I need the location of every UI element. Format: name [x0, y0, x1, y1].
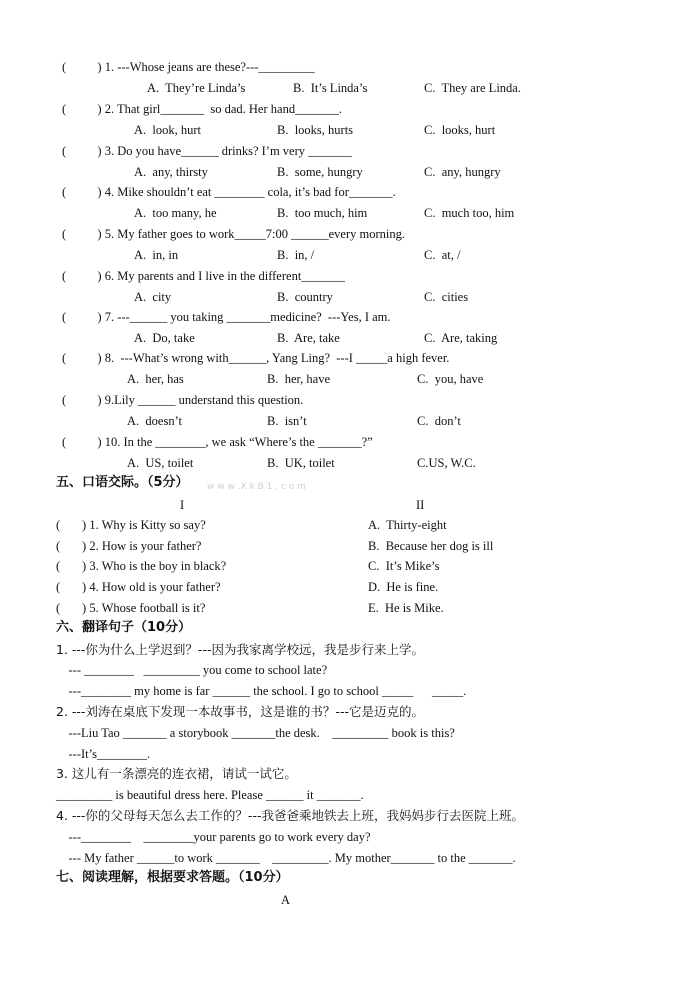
match-question-2: ( ) 2. How is your father?	[56, 538, 202, 553]
question-5-stem: ( ) 5. My father goes to work_____7:00 ______every morning.	[62, 227, 405, 241]
translation-answer-line: ---________ my home is far ______ the school. I go to school _____ _____.	[56, 684, 467, 698]
question-3-stem: ( ) 3. Do you have______ drinks? I’m very _______	[62, 144, 352, 158]
question-8-option-b: B. her, have	[267, 372, 331, 386]
question-3-option-b: B. some, hungry	[277, 165, 363, 179]
translation-answer-line: --- ________ _________ you come to school late?	[56, 663, 328, 677]
question-1-option-a: A. They’re Linda’s	[147, 81, 246, 95]
question-1-option-c: C. They are Linda.	[424, 81, 521, 95]
section-6-title: 六、翻译句子（10分）	[56, 620, 192, 635]
question-2-option-a: A. look, hurt	[134, 123, 202, 137]
section-5-title: 五、口语交际。（5分）	[56, 475, 189, 490]
question-2-stem: ( ) 2. That girl_______ so dad. Her hand_______.	[62, 102, 342, 116]
question-3-option-a: A. any, thirsty	[134, 165, 208, 179]
translation-prompt-2: 2. ---刘涛在桌底下发现一本故事书，这是谁的书？---它是迈克的。	[56, 704, 424, 719]
question-9-option-a: A. doesn’t	[127, 414, 182, 428]
question-7-stem: ( ) 7. ---______ you taking _______medicine? ---Yes, I am.	[62, 310, 391, 324]
question-5-option-b: B. in, /	[277, 248, 315, 262]
match-question-3: ( ) 3. Who is the boy in black?	[56, 559, 227, 574]
translation-answer-line: ---Liu Tao _______ a storybook _______the desk. _________ book is this?	[56, 726, 455, 740]
question-4-option-b: B. too much, him	[277, 206, 368, 220]
question-10-option-a: A. US, toilet	[127, 456, 194, 470]
question-8-option-a: A. her, has	[127, 372, 184, 386]
translation-answer-line: --- My father ______to work _______ _________. My mother_______ to the _______.	[56, 851, 516, 865]
question-7-option-a: A. Do, take	[134, 331, 195, 345]
question-5-option-c: C. at, /	[424, 248, 461, 262]
question-9-option-b: B. isn’t	[267, 414, 307, 428]
question-6-stem: ( ) 6. My parents and I live in the different_______	[62, 269, 346, 283]
passage-a-label: A	[281, 893, 291, 907]
translation-answer-line: ---________ ________your parents go to work every day?	[56, 830, 371, 844]
question-10-option-c: C.US, W.C.	[417, 456, 476, 470]
match-question-5: ( ) 5. Whose football is it?	[56, 600, 206, 615]
question-10-option-b: B. UK, toilet	[267, 456, 335, 470]
question-5-option-a: A. in, in	[134, 248, 179, 262]
match-answer-3: C. It’s Mike’s	[368, 559, 440, 574]
section-7-title: 七、阅读理解，根据要求答题。（10分）	[56, 870, 289, 885]
question-9-option-c: C. don’t	[417, 414, 461, 428]
question-4-option-c: C. much too, him	[424, 206, 515, 220]
column-1-header: I	[180, 498, 185, 512]
question-7-option-b: B. Are, take	[277, 331, 340, 345]
question-9-stem: ( ) 9.Lily ______ understand this question.	[62, 393, 304, 407]
translation-prompt-3: 3. 这儿有一条漂亮的连衣裙，请试一试它。	[56, 766, 297, 781]
question-7-option-c: C. Are, taking	[424, 331, 498, 345]
question-3-option-c: C. any, hungry	[424, 165, 501, 179]
translation-answer-line: ---It’s________.	[56, 747, 151, 761]
question-1-stem: ( ) 1. ---Whose jeans are these?---_________	[62, 60, 315, 74]
question-6-option-b: B. country	[277, 290, 333, 304]
question-2-option-c: C. looks, hurt	[424, 123, 496, 137]
question-2-option-b: B. looks, hurts	[277, 123, 354, 137]
question-6-option-c: C. cities	[424, 290, 469, 304]
question-4-option-a: A. too many, he	[134, 206, 217, 220]
match-answer-2: B. Because her dog is ill	[368, 538, 494, 553]
question-8-stem: ( ) 8. ---What’s wrong with______, Yang Ling? ---I _____a high fever.	[62, 351, 450, 365]
question-8-option-c: C. you, have	[417, 372, 484, 386]
watermark: w w w .X k B 1 . c o m	[207, 482, 306, 492]
question-4-stem: ( ) 4. Mike shouldn’t eat ________ cola, it’s bad for_______.	[62, 185, 396, 199]
match-question-1: ( ) 1. Why is Kitty so say?	[56, 518, 206, 532]
question-1-option-b: B. It’s Linda’s	[293, 81, 368, 95]
translation-prompt-1: 1. ---你为什么上学迟到？---因为我家离学校远，我是步行来上学。	[56, 642, 424, 657]
translation-answer-line: _________ is beautiful dress here. Please ______ it _______.	[56, 788, 364, 802]
column-2-header: II	[416, 498, 425, 512]
translation-prompt-4: 4. ---你的父母每天怎么去工作的？---我爸爸乘地铁去上班，我妈妈步行去医院上班。	[56, 808, 524, 823]
match-question-4: ( ) 4. How old is your father?	[56, 580, 221, 595]
question-10-stem: ( ) 10. In the ________, we ask “Where’s the _______?”	[62, 435, 373, 449]
question-6-option-a: A. city	[134, 290, 172, 304]
match-answer-5: E. He is Mike.	[368, 600, 444, 615]
match-answer-4: D. He is fine.	[368, 580, 439, 595]
match-answer-1: A. Thirty-eight	[368, 518, 447, 532]
